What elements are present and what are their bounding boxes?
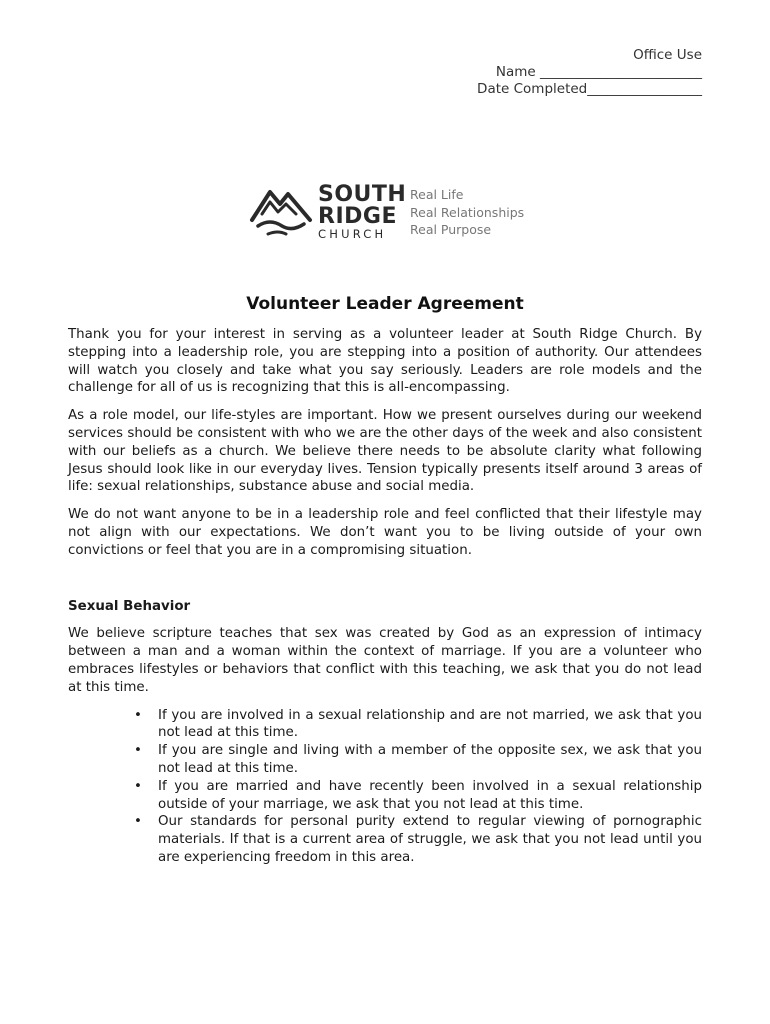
- section-heading: Sexual Behavior: [68, 598, 191, 614]
- office-use-label: Office Use: [633, 47, 702, 63]
- list-item: [134, 778, 702, 814]
- intro-paragraph: We do not want anyone to be in a leadership role and feel conflicted that their lifestyle may not align with our expectations. We don’t want you to be living outside of your own convictions or feel that you are in a compromising situation.: [68, 507, 702, 558]
- list-item: [134, 742, 702, 778]
- name-field[interactable]: Name ________________________: [495, 64, 702, 80]
- bullet-icon: •: [134, 814, 142, 830]
- date-completed-field[interactable]: Date Completed_________________: [477, 81, 702, 97]
- section-paragraph: We believe scripture teaches that sex was created by God as an expression of intimacy between a man and a woman within the context of marriage. If you are a volunteer who embraces lifestyles or behaviors that conflict with this teaching, we ask that you do not lead at this time.: [68, 626, 702, 695]
- list-item: [134, 813, 702, 866]
- logo-wordmark: [318, 184, 406, 241]
- church-logo: [248, 180, 538, 242]
- tagline-line: Real Purpose: [410, 222, 492, 237]
- page-title: Volunteer Leader Agreement: [246, 294, 524, 314]
- intro-paragraph: As a role model, our life-styles are important. How we present ourselves during our weekend services should be consistent with who we are the other days of the week and also consistent with our beliefs as a church. We believe there needs to be absolute clarity what following Jesus should look like in our everyday lives. Tension typically presents itself around 3 areas of life: sexual relationships, substance abuse and social media.: [68, 408, 702, 495]
- bullet-icon: •: [134, 743, 142, 759]
- logo-line-south: SOUTH: [318, 182, 407, 207]
- tagline-line: Real Life: [410, 187, 464, 202]
- logo-tagline: [410, 186, 524, 239]
- intro-paragraph: Thank you for your interest in serving as a volunteer leader at South Ridge Church. By stepping into a leadership role, you are stepping into a position of authority. Our attendees will watch you closely and take what you say seriously. Leaders are role models and the challenge for all of us is recognizing that this is all-encompassing.: [68, 327, 702, 396]
- list-item-text: If you are married and have recently been involved in a sexual relationship outside of your marriage, we ask that you not lead at this time.: [158, 778, 702, 812]
- list-item-text: Our standards for personal purity extend to regular viewing of pornographic materials. If that is a current area of struggle, we ask that you not lead until you are experiencing freedom in this area.: [158, 814, 702, 865]
- list-item: [134, 707, 702, 743]
- office-use-block: [477, 47, 702, 98]
- list-item-text: If you are involved in a sexual relationship and are not married, we ask that you not lead at this time.: [158, 707, 702, 741]
- logo-line-ridge: RIDGE: [318, 204, 397, 229]
- rules-list: [68, 707, 702, 867]
- tagline-line: Real Relationships: [410, 204, 525, 220]
- bullet-icon: •: [134, 707, 142, 723]
- list-item-text: If you are single and living with a member of the opposite sex, we ask that you not lead at this time.: [158, 743, 702, 776]
- bullet-icon: •: [134, 778, 142, 794]
- logo-line-church: CHURCH: [318, 227, 387, 241]
- agreement-body: [68, 326, 702, 867]
- mountain-logo-icon: [248, 180, 314, 240]
